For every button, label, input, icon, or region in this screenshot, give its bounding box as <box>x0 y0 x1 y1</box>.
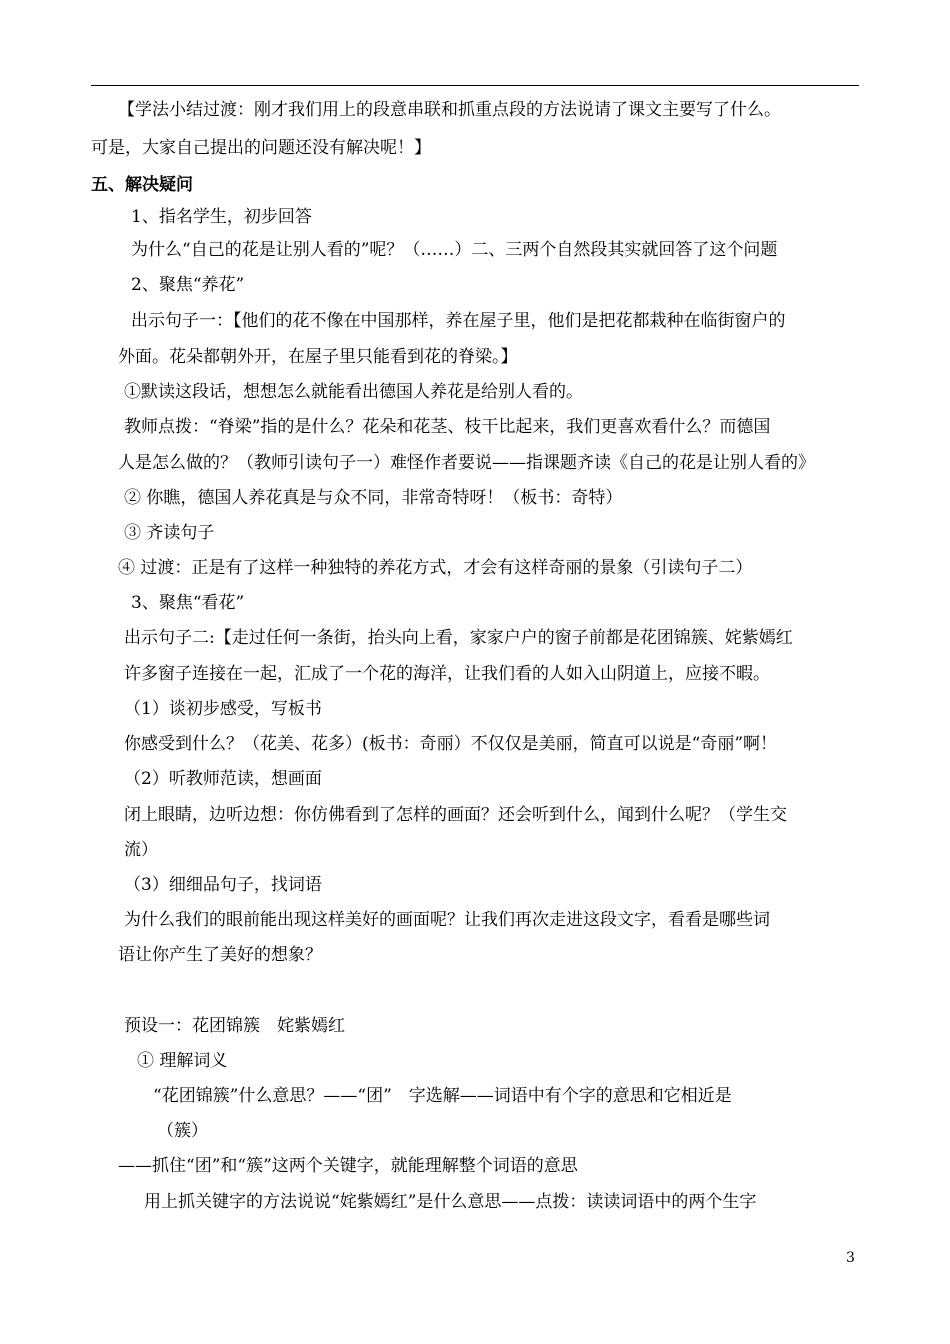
text-line: 为什么我们的眼前能出现这样美好的画面呢？让我们再次走进这段文字，看看是哪些词 <box>124 910 770 930</box>
text-line: 3、聚焦“看花” <box>131 593 245 613</box>
header-rule <box>91 85 859 86</box>
text-line: 语让你产生了美好的想象？ <box>118 945 322 965</box>
text-line: 1、指名学生，初步回答 <box>131 207 312 227</box>
text-line: 2、聚焦“养花” <box>131 275 245 295</box>
text-line: 你感受到什么？（花美、花多）(板书：奇丽）不仅仅是美丽，简直可以说是“奇丽”啊！ <box>124 734 778 754</box>
text-line: （3）细细品句子，找词语 <box>124 875 322 895</box>
text-line: 可是，大家自己提出的问题还没有解决呢！】 <box>91 138 431 158</box>
text-line: 闭上眼睛，边听边想：你仿佛看到了怎样的画面？还会听到什么，闻到什么呢？（学生交 <box>124 805 787 825</box>
text-line: 流） <box>124 840 158 860</box>
text-line: 教师点拨：“脊梁”指的是什么？花朵和花茎、枝干比起来，我们更喜欢看什么？而德国 <box>124 417 771 437</box>
text-line: ① 理解词义 <box>137 1051 228 1071</box>
text-line: 出示句子二:【走过任何一条街，抬头向上看，家家户户的窗子前都是花团锦簇、姹紫嫣红 <box>124 628 793 648</box>
text-line: 【学法小结过渡：刚才我们用上的段意串联和抓重点段的方法说请了课文主要写了什么。 <box>118 100 781 120</box>
text-line: 许多窗子连接在一起，汇成了一个花的海洋，让我们看的人如入山阴道上，应接不暇。 <box>124 664 770 684</box>
text-line: （2）听教师范读，想画面 <box>124 769 322 789</box>
section-heading: 五、解决疑问 <box>91 175 193 195</box>
text-line: 外面。花朵都朝外开，在屋子里只能看到花的脊梁。】 <box>118 347 518 367</box>
text-line: ④ 过渡：正是有了这样一种独特的养花方式，才会有这样奇丽的景象（引读句子二） <box>118 558 753 578</box>
text-line: （1）谈初步感受，写板书 <box>124 699 322 719</box>
text-line: 出示句子一：【他们的花不像在中国那样，养在屋子里，他们是把花都栽种在临街窗户的 <box>131 311 786 331</box>
page-number: 3 <box>846 1250 855 1266</box>
text-line: “花团锦簇”什么意思？——“团” 字选解——词语中有个字的意思和它相近是 <box>153 1086 732 1106</box>
text-line: （簇） <box>157 1121 208 1141</box>
text-line: 预设一：花团锦簇 姹紫嫣红 <box>124 1016 345 1036</box>
text-line: 为什么“自己的花是让别人看的”呢？（……）二、三两个自然段其实就回答了这个问题 <box>131 240 778 260</box>
text-line: 用上抓关键字的方法说说“姹紫嫣红”是什么意思——点拨：读读词语中的两个生字 <box>144 1192 757 1212</box>
text-line: 人是怎么做的？（教师引读句子一）难怪作者要说——指课题齐读《自己的花是让别人看的》 <box>118 453 815 473</box>
text-line: ——抓住“团”和“簇”这两个关键字，就能理解整个词语的意思 <box>118 1156 578 1176</box>
text-line: ③ 齐读句子 <box>124 523 215 543</box>
text-line: ② 你瞧，德国人养花真是与众不同，非常奇特呀！（板书：奇特） <box>124 488 623 508</box>
text-line: ①默读这段话，想想怎么就能看出德国人养花是给别人看的。 <box>124 382 583 402</box>
